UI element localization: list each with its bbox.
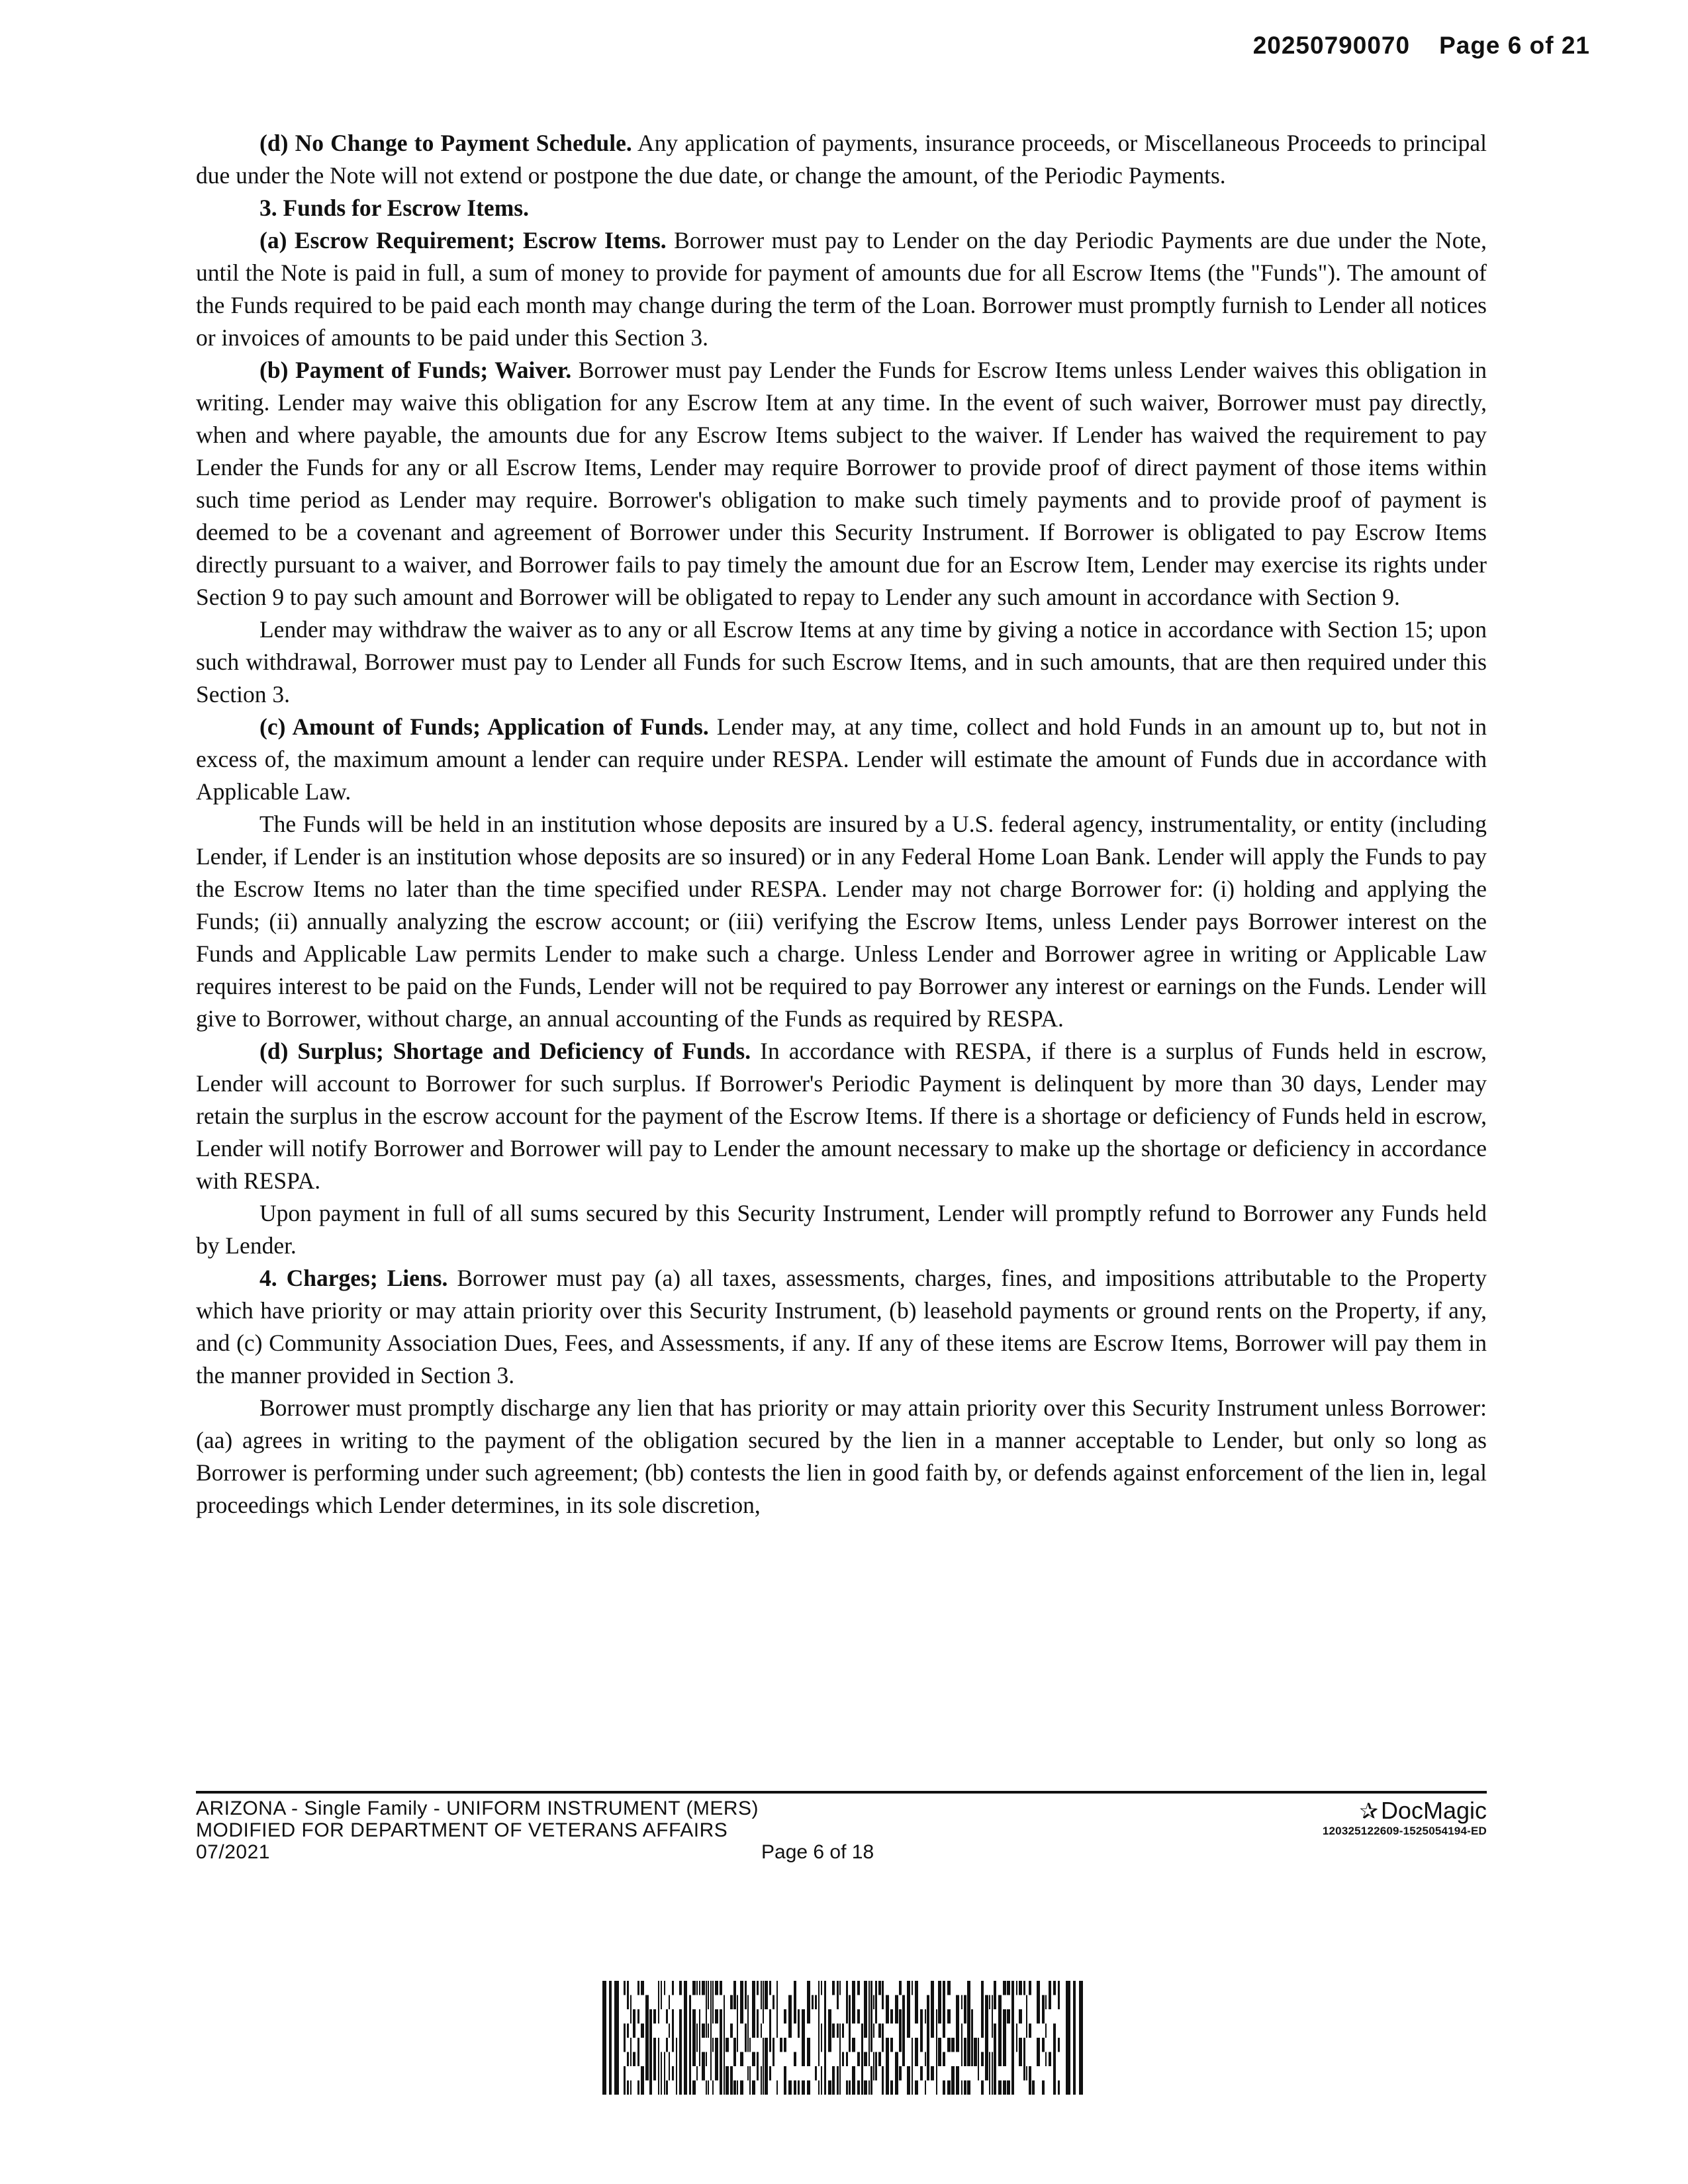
document-code: 120325122609-1525054194-ED bbox=[1322, 1825, 1487, 1837]
paragraph-funds-held: The Funds will be held in an institution whose deposits are insured by a U.S. federal agency, instrumentality, or entity (including Lender, if Lender is an institution whose deposits are so insured) or in any Federal Home Loan Bank. Lender will apply the Funds to pay the Escrow Items no later than the time specified under RESPA. Lender may not charge Borrower for: (i) holding and applying the Funds; (ii) annually analyzing the escrow account; or (iii) verifying the Escrow Items, unless Lender pays Borrower interest on the Funds and Applicable Law permits Lender to make such a charge. Unless Lender and Borrower agree in writing or Applicable Law requires interest to be paid on the Funds, Lender will not be required to pay Borrower any interest or earnings on the Funds. Lender will give to Borrower, without charge, an annual accounting of the Funds as required by RESPA. bbox=[196, 811, 1487, 1032]
section-heading: (d) No Change to Payment Schedule. bbox=[259, 130, 632, 156]
brand-name: DocMagic bbox=[1380, 1797, 1487, 1824]
recording-page-label: Page 6 of 21 bbox=[1439, 32, 1590, 59]
footer-form-date: 07/2021 bbox=[196, 1841, 270, 1863]
paragraph-charges-liens: 4. Charges; Liens. Borrower must pay (a) all taxes, assessments, charges, fines, and impositions attributable to the Property which have priority or may attain priority over this Security Instrument, (b) leasehold payments or ground rents on the Property, if any, and (c) Community Association Dues, Fees, and Assessments, if any. If any of these items are Escrow Items, Borrower will pay them in the manner provided in Section 3. bbox=[196, 1265, 1487, 1388]
footer-page-number: Page 6 of 18 bbox=[761, 1841, 874, 1863]
paragraph-amount-of-funds: (c) Amount of Funds; Application of Funds. Lender may, at any time, collect and hold Funds in an amount up to, but not in excess of, the maximum amount a lender can require under RESPA. Lender will estimate the amount of Funds due in accordance with Applicable Law. bbox=[196, 713, 1487, 805]
document-number: 20250790070 bbox=[1252, 32, 1411, 59]
section-heading: 4. Charges; Liens. bbox=[259, 1265, 448, 1291]
document-body bbox=[196, 127, 1487, 1522]
paragraph-withdraw-waiver: Lender may withdraw the waiver as to any or all Escrow Items at any time by giving a notice in accordance with Section 15; upon such withdrawal, Borrower must pay to Lender all Funds for such Escrow Items, and in such amounts, that are then required under this Section 3. bbox=[196, 616, 1487, 707]
paragraph-escrow-requirement: (a) Escrow Requirement; Escrow Items. Borrower must pay to Lender on the day Periodic Payments are due under the Note, until the Note is paid in full, a sum of money to provide for payment of amounts due for all Escrow Items (the "Funds"). The amount of the Funds required to be paid each month may change during the term of the Loan. Borrower must promptly furnish to Lender all notices or invoices of amounts to be paid under this Section 3. bbox=[196, 227, 1487, 351]
section-heading: (a) Escrow Requirement; Escrow Items. bbox=[259, 227, 667, 253]
section-heading: (d) Surplus; Shortage and Deficiency of Funds. bbox=[259, 1038, 751, 1064]
section-heading: (b) Payment of Funds; Waiver. bbox=[259, 357, 572, 383]
paragraph-no-change-payment-schedule: (d) No Change to Payment Schedule. Any application of payments, insurance proceeds, or Miscellaneous Proceeds to principal due under the Note will not extend or postpone the due date, or change the amount, of the Periodic Payments. bbox=[196, 130, 1487, 189]
footer-brand bbox=[1323, 1797, 1487, 1838]
paragraph-refund-funds: Upon payment in full of all sums secured by this Security Instrument, Lender will promptly refund to Borrower any Funds held by Lender. bbox=[196, 1200, 1487, 1259]
footer-divider bbox=[196, 1791, 1487, 1794]
footer-form-title: ARIZONA - Single Family - UNIFORM INSTRUMENT (MERS) bbox=[196, 1797, 759, 1819]
section-heading: 3. Funds for Escrow Items. bbox=[259, 195, 529, 221]
star-icon: ✰ bbox=[1359, 1799, 1378, 1824]
barcode bbox=[602, 1981, 1083, 2095]
paragraph-discharge-lien: Borrower must promptly discharge any lien that has priority or may attain priority over this Security Instrument unless Borrower: (aa) agrees in writing to the payment of the obligation secured by the lien in a manner acceptable to Lender, but only so long as Borrower is performing under such agreement; (bb) contests the lien in good faith by, or defends against enforcement of the lien in, legal proceedings which Lender determines, in its sole discretion, bbox=[196, 1394, 1487, 1518]
recording-header bbox=[1224, 32, 1590, 60]
footer-form-info bbox=[196, 1797, 759, 1863]
footer-form-subtitle: MODIFIED FOR DEPARTMENT OF VETERANS AFFAIRS bbox=[196, 1819, 728, 1841]
section-3-heading bbox=[196, 192, 1487, 224]
section-heading: (c) Amount of Funds; Application of Funds. bbox=[259, 713, 709, 740]
paragraph-surplus-shortage: (d) Surplus; Shortage and Deficiency of Funds. In accordance with RESPA, if there is a surplus of Funds held in escrow, Lender will account to Borrower for such surplus. If Borrower's Periodic Payment is delinquent by more than 30 days, Lender may retain the surplus in the escrow account for the payment of the Escrow Items. If there is a shortage or deficiency of Funds held in escrow, Lender will notify Borrower and Borrower will pay to Lender the amount necessary to make up the shortage or deficiency in accordance with RESPA. bbox=[196, 1038, 1487, 1194]
paragraph-payment-of-funds-waiver: (b) Payment of Funds; Waiver. Borrower must pay Lender the Funds for Escrow Items unless Lender waives this obligation in writing. Lender may waive this obligation for any Escrow Item at any time. In the event of such waiver, Borrower must pay directly, when and where payable, the amounts due for any Escrow Items subject to the waiver. If Lender has waived the requirement to pay Lender the Funds for any or all Escrow Items, Lender may require Borrower to provide proof of direct payment of those items within such time period as Lender may require. Borrower's obligation to make such timely payments and to provide proof of payment is deemed to be a covenant and agreement of Borrower under this Security Instrument. If Borrower is obligated to pay Escrow Items directly pursuant to a waiver, and Borrower fails to pay timely the amount due for an Escrow Item, Lender may exercise its rights under Section 9 to pay such amount and Borrower will be obligated to repay to Lender any such amount in accordance with Section 9. bbox=[196, 357, 1487, 610]
docmagic-logo bbox=[1323, 1797, 1487, 1825]
